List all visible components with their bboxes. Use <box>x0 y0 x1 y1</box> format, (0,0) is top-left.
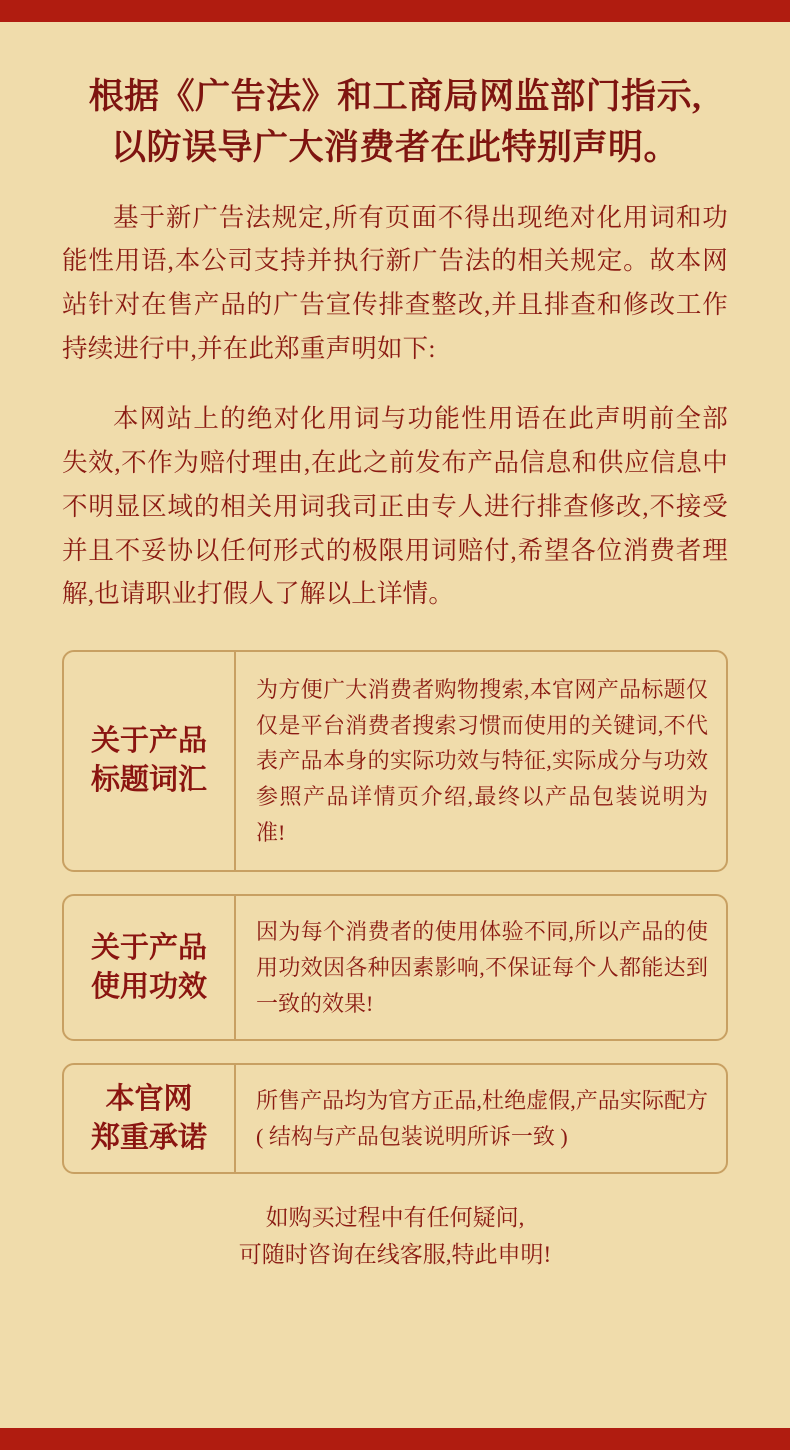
footer-note-line-1: 如购买过程中有任何疑问, <box>265 1205 525 1231</box>
card-1-body: 为方便广大消费者购物搜索,本官网产品标题仅仅是平台消费者搜索习惯而使用的关键词,不代表产品本身的实际功效与特征,实际成分与功效参照产品详情页介绍,最终以产品包装说明为准! <box>256 677 708 845</box>
card-3-title-line-2: 郑重承诺 <box>90 1121 207 1154</box>
card-1-title <box>64 652 236 870</box>
card-product-efficacy <box>62 894 728 1041</box>
page-title <box>62 72 728 174</box>
top-color-band <box>0 0 790 22</box>
card-2-body: 因为每个消费者的使用体验不同,所以产品的使用功效因各种因素影响,不保证每个人都能达到一致的效果! <box>256 919 708 1016</box>
card-official-promise <box>62 1063 728 1174</box>
card-2-title-line-1: 关于产品 <box>90 931 207 964</box>
card-1-title-line-2: 标题词汇 <box>90 764 207 797</box>
card-3-title-line-1: 本官网 <box>105 1082 193 1115</box>
footer-note-line-2: 可随时咨询在线客服,特此申明! <box>238 1242 552 1268</box>
footer-note <box>62 1200 728 1274</box>
paragraph-2: 本网站上的绝对化用词与功能性用语在此声明前全部失效,不作为赔付理由,在此之前发布产品信息和供应信息中不明显区域的相关用词我司正由专人进行排查修改,不接受并且不妥协以任何形式的极限用词赔付,希望各位消费者理解,也请职业打假人了解以上详情。 <box>62 403 728 609</box>
bottom-color-band <box>0 1428 790 1450</box>
card-1-title-line-1: 关于产品 <box>90 725 207 758</box>
card-3-body: 所售产品均为官方正品,杜绝虚假,产品实际配方( 结构与产品包装说明所诉一致 ) <box>256 1088 708 1149</box>
page-title-line-1: 根据《广告法》和工商局网监部门指示, <box>88 77 702 116</box>
card-2-title <box>64 896 236 1039</box>
card-3-title <box>64 1065 236 1172</box>
statement-cards <box>62 650 728 1174</box>
card-product-title-wording <box>62 650 728 872</box>
card-2-title-line-2: 使用功效 <box>90 970 207 1003</box>
page-content <box>0 22 790 1428</box>
paragraph-1: 基于新广告法规定,所有页面不得出现绝对化用词和功能性用语,本公司支持并执行新广告法的相关规定。故本网站针对在售产品的广告宣传排查整改,并且排查和修改工作持续进行中,并在此郑重声明如下: <box>62 202 728 364</box>
page-title-line-2: 以防误导广大消费者在此特别声明。 <box>110 127 679 167</box>
